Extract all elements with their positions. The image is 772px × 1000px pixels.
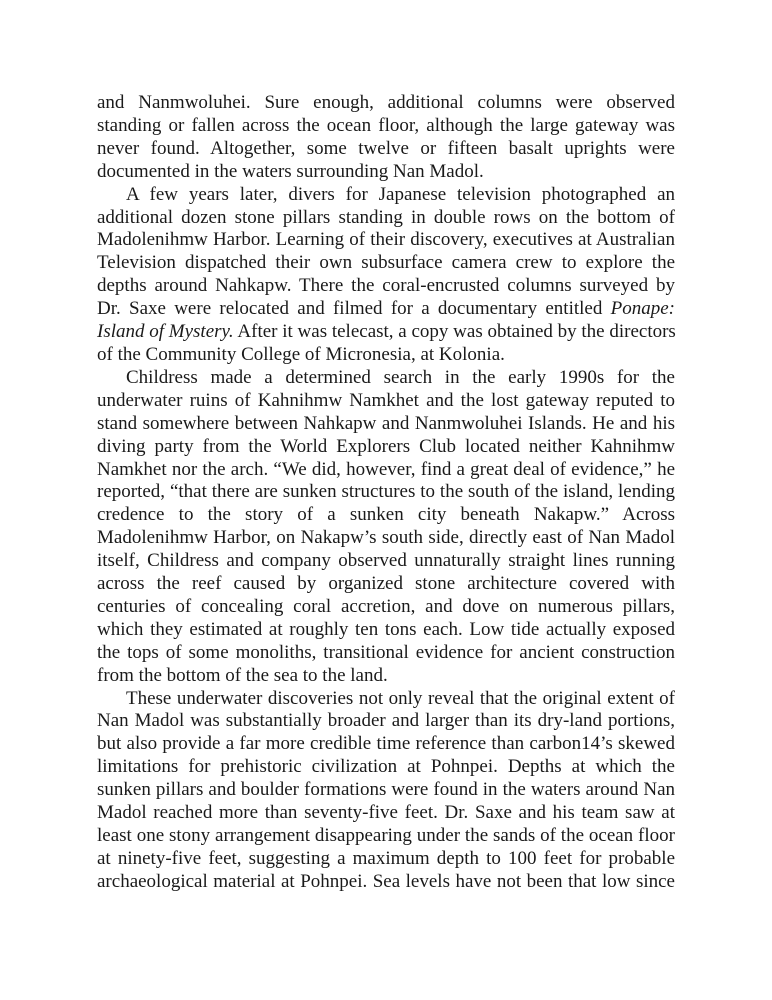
paragraph xyxy=(97,688,675,894)
text-line: Dr. Saxe were relocated and filmed for a documentary entitled Ponape: xyxy=(97,298,675,320)
text-line: at ninety-five feet, suggesting a maximum depth to 100 feet for probable xyxy=(97,847,675,869)
text-line: credence to the story of a sunken city beneath Nakapw.” Across xyxy=(97,504,675,526)
book-title: Island of Mystery. xyxy=(97,321,234,343)
text-line: the tops of some monoliths, transitional evidence for ancient construction xyxy=(97,641,675,663)
text-line: but also provide a far more credible time reference than carbon14’s skewed xyxy=(97,733,675,755)
text-line: Madolenihmw Harbor. Learning of their discovery, executives at Australian xyxy=(97,229,675,251)
text-line: Namkhet nor the arch. “We did, however, find a great deal of evidence,” he xyxy=(97,458,675,480)
text-line: diving party from the World Explorers Club located neither Kahnihmw xyxy=(97,435,675,457)
text-line: least one stony arrangement disappearing under the sands of the ocean floor xyxy=(97,825,675,846)
text-line: of the Community College of Micronesia, at Kolonia. xyxy=(97,343,505,365)
paragraph xyxy=(97,92,675,184)
book-title: Ponape: xyxy=(610,298,675,320)
text-line: Childress made a determined search in the early 1990s for the xyxy=(126,366,675,388)
text-line: stand somewhere between Nahkapw and Nanmwoluhei Islands. He and his xyxy=(97,412,675,434)
text-line: Madol reached more than seventy-five feet. Dr. Saxe and his team saw at xyxy=(97,802,675,824)
text-line: Television dispatched their own subsurface camera crew to explore the xyxy=(97,252,675,274)
page-body xyxy=(97,92,675,894)
text-line: Island of Mystery. After it was telecast, a copy was obtained by the directors xyxy=(97,321,676,343)
text-line: itself, Childress and company observed unnaturally straight lines running xyxy=(97,550,675,572)
text-line: which they estimated at roughly ten tons each. Low tide actually exposed xyxy=(97,618,675,640)
text-line: limitations for prehistoric civilization at Pohnpei. Depths at which the xyxy=(97,756,675,778)
text-line: These underwater discoveries not only reveal that the original extent of xyxy=(126,687,675,709)
paragraph xyxy=(97,184,675,367)
text-line: sunken pillars and boulder formations were found in the waters around Nan xyxy=(97,779,675,801)
text-line: A few years later, divers for Japanese television photographed an xyxy=(126,183,675,205)
text-line: standing or fallen across the ocean floor, although the large gateway was xyxy=(97,114,675,136)
text-line: never found. Altogether, some twelve or fifteen basalt uprights were xyxy=(97,137,675,159)
text-line: across the reef caused by organized stone architecture covered with xyxy=(97,573,675,595)
text-line: archaeological material at Pohnpei. Sea levels have not been that low since xyxy=(97,870,675,892)
paragraph xyxy=(97,367,675,688)
text-line: additional dozen stone pillars standing in double rows on the bottom of xyxy=(97,206,675,228)
text-line: and Nanmwoluhei. Sure enough, additional columns were observed xyxy=(97,92,675,113)
text-line: from the bottom of the sea to the land. xyxy=(97,664,388,686)
text-line: Nan Madol was substantially broader and larger than its dry-land portions, xyxy=(97,710,675,732)
text-line: centuries of concealing coral accretion, and dove on numerous pillars, xyxy=(97,595,675,617)
text-line: documented in the waters surrounding Nan Madol. xyxy=(97,160,484,182)
text-line: underwater ruins of Kahnihmw Namkhet and the lost gateway reputed to xyxy=(97,389,675,411)
text-line: Madolenihmw Harbor, on Nakapw’s south side, directly east of Nan Madol xyxy=(97,527,675,549)
text-line: reported, “that there are sunken structures to the south of the island, lending xyxy=(97,481,675,503)
text-line: depths around Nahkapw. There the coral-encrusted columns surveyed by xyxy=(97,275,675,297)
